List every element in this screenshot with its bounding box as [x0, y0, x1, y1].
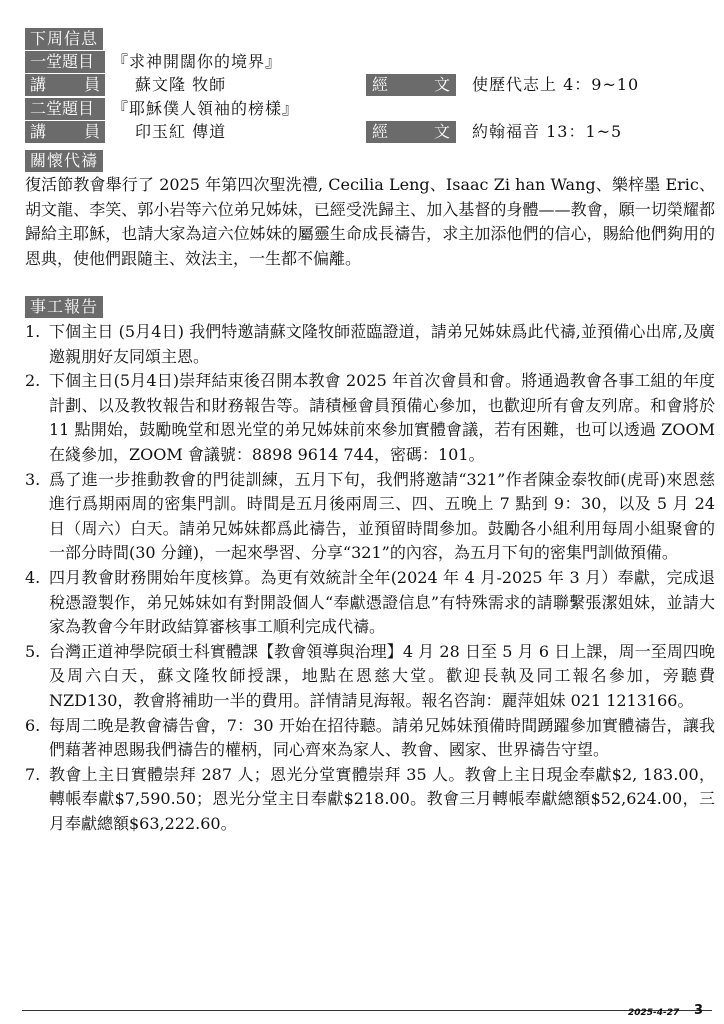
- next-week-header: 下周信息: [25, 28, 103, 50]
- item-number: 7.: [25, 764, 41, 784]
- prayer-text: 復活節教會舉行了 2025 年第四次聖洗禮, Cecilia Leng、Isaac Zi han Wang、樂梓墨 Eric、胡文龍、李笑、郭小岩等六位弟兄姊妹，已經受洗歸主、加入基督的身體——教會，願一切榮耀都歸給主耶穌，也請大家為這六位姊妹的屬靈生命成長禱告，求主加添他們的信心，賜給他們夠用的恩典，使他們跟隨主、效法主，一生都不偏離。: [25, 175, 715, 268]
- scripture1: 使歷代志上 4：9~10: [472, 75, 640, 94]
- scripture-label-a: 經: [372, 75, 389, 94]
- service2-title: 『耶穌僕人領袖的榜樣』: [112, 99, 300, 118]
- scripture2-label-a: 經: [372, 122, 389, 141]
- service1-label: 一堂題目: [25, 51, 105, 73]
- scripture2-label-b: 文: [433, 122, 450, 141]
- item-text: 四月教會財務開始年度核算。為更有效統計全年(2024 年 4 月-2025 年 3 月）奉獻，完成退稅憑證製作，弟兄姊妹如有對開設個人“奉獻憑證信息”有特殊需求的請聯繫張潔姐妹，並請大家為教會今年財政結算審核事工順利完成代禱。: [49, 567, 715, 637]
- item-number: 2.: [25, 371, 41, 391]
- footer-divider: [22, 1010, 712, 1011]
- speaker2-name: 印玉紅 傳道: [135, 122, 227, 141]
- speaker-label-b: 員: [83, 75, 100, 94]
- item-text: 台灣正道神學院碩士科實體課【教會領導與治理】4 月 28 日至 5 月 6 日上課，周一至周四晚及周六白天，蘇文隆牧師授課，地點在恩慈大堂。歡迎長執及同工報名參加，旁聽費 NZD130，教會將補助一半的費用。詳情請見海報。報名咨詢：麗萍姐妹 021 1213166。: [49, 641, 715, 710]
- item-number: 1.: [25, 322, 41, 341]
- item-number: 5.: [25, 641, 41, 661]
- item-text: 教會上主日實體崇拜 287 人；恩光分堂實體崇拜 35 人。教會上主日現金奉獻$2, 183.00，轉帳奉獻$7,590.50；恩光分堂主日奉獻$218.00。教會三月轉帳奉獻總額$52,624.00，三月奉獻總額$63,222.60。: [49, 764, 715, 833]
- item-text: 爲了進一步推動教會的門徒訓練，五月下旬，我們將邀請“321”作者陳金泰牧師(虎哥)來恩慈進行爲期兩周的密集門訓。時間是五月後兩周三、四、五晚上 7 點到 9：30，以及 5 月 24 日（周六）白天。請弟兄姊妹都爲此禱告，並預留時間參加。鼓勵各小組利用每周小組聚會的一部分時間(30 分鐘)，一起來學習、分享“321”的內容，為五月下旬的密集門訓做預備。: [49, 469, 715, 563]
- item-text: 下個主日(5月4日)崇拜結束後召開本教會 2025 年首次會員和會。將通過教會各事工組的年度計劃、以及教牧報告和財務報告等。請積極會員預備心參加，也歡迎所有會友列席。和會將於 11 點開始，鼓勵晚堂和恩光堂的弟兄姊妹前來參加實體會議，若有困難，也可以透過 ZOOM 在綫參加，ZOOM 會議號：8898 9614 744，密碼：101。: [49, 371, 715, 464]
- item-number: 3.: [25, 469, 41, 489]
- announcement-list: [25, 320, 715, 836]
- speaker2-label-a: 講: [30, 122, 47, 141]
- announcement-item: [25, 640, 715, 714]
- item-text: 每周二晚是教會禱告會，7：30 开始在招待聽。請弟兄姊妹預備時間踴躍參加實體禱告，讓我們藉著神恩賜我們禱告的權柄，同心齊來為家人、教會、國家、世界禱告守望。: [49, 715, 715, 760]
- scripture2: 約翰福音 13：1~5: [472, 122, 623, 141]
- speaker-label: [25, 74, 105, 96]
- item-text: 下個主日 (5月4日) 我們特邀請蘇文隆牧師蒞臨證道，請弟兄姊妹爲此代禱,並預備心出席,及廣邀親朋好友同頌主恩。: [49, 322, 715, 366]
- announcement-item: [25, 369, 715, 467]
- announcement-item: [25, 320, 715, 369]
- prayer-header: 關懷代禱: [25, 150, 103, 172]
- item-number: 4.: [25, 567, 41, 587]
- announcement-item: [25, 468, 715, 566]
- speaker1-name: 蘇文隆 牧師: [135, 75, 227, 94]
- scripture-label: [366, 74, 456, 96]
- scripture-label-b: 文: [433, 75, 450, 94]
- speaker2-label: [25, 121, 105, 143]
- item-number: 6.: [25, 715, 41, 735]
- scripture2-label: [366, 121, 456, 143]
- announcement-item: [25, 714, 715, 763]
- page-number: 3: [694, 1003, 704, 1018]
- announcement-item: [25, 566, 715, 640]
- announcement-item: [25, 763, 715, 837]
- service2-label: 二堂題目: [25, 98, 105, 120]
- announcements-header: 事工報告: [25, 296, 103, 318]
- footer-date: 2025-4-27: [628, 1008, 680, 1018]
- service1-title: 『求神開闊你的境界』: [112, 52, 283, 71]
- speaker-label-a: 講: [30, 75, 47, 94]
- speaker2-label-b: 員: [83, 122, 100, 141]
